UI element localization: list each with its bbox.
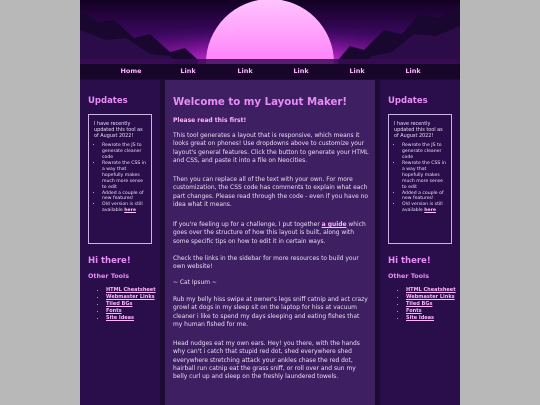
hi-there-heading: Hi there!: [388, 256, 431, 266]
main-content: [165, 80, 375, 405]
tool-link-tiled-bgs[interactable]: • Tiled BGs: [406, 301, 456, 308]
updates-heading: Updates: [88, 96, 128, 106]
other-tools-heading: Other Tools: [88, 272, 130, 280]
updates-list: [394, 143, 446, 214]
nav-link-3[interactable]: Link: [293, 67, 309, 75]
updates-item: • Added a couple of new features!: [102, 191, 146, 203]
tool-link-tiled-bgs[interactable]: • Tiled BGs: [106, 301, 156, 308]
updates-item: • Rewrote the CSS in a way that hopefully makes much more sense to edit: [402, 161, 446, 191]
left-sidebar: [80, 80, 160, 405]
updates-item: • Rewrote the CSS in a way that hopefully makes much more sense to edit: [102, 161, 146, 191]
banner-image: [80, 0, 460, 64]
old-version-text: Old version is still available: [402, 202, 443, 214]
guide-link[interactable]: a guide: [321, 221, 347, 228]
updates-item-old-version: [102, 202, 146, 214]
updates-intro: I have recently updated this tool as of August 2022!: [94, 121, 143, 140]
nav-link-5[interactable]: Link: [405, 67, 421, 75]
updates-list: [94, 143, 146, 214]
tool-link-webmaster-links[interactable]: • Webmaster Links: [106, 294, 156, 301]
tool-link-html-cheatsheet[interactable]: • HTML Cheatsheet: [106, 287, 156, 294]
page: [80, 0, 460, 405]
tool-link-fonts[interactable]: • Fonts: [106, 308, 156, 315]
right-sidebar: [380, 80, 460, 405]
guide-text-before: If you're feeling up for a challenge, I put together: [173, 221, 322, 228]
old-version-link[interactable]: here: [424, 208, 436, 214]
nav-link-2[interactable]: Link: [237, 67, 253, 75]
old-version-text: Old version is still available: [102, 202, 143, 214]
page-title: Welcome to my Layout Maker!: [173, 97, 348, 108]
tool-link-site-ideas[interactable]: • Site Ideas: [406, 315, 456, 322]
tool-link-fonts[interactable]: • Fonts: [406, 308, 456, 315]
page-subtitle: Please read this first!: [173, 117, 247, 124]
guide-paragraph: [173, 221, 369, 246]
intro-paragraph: This tool generates a layout that is responsive, which means it looks great on phones! Use dropdowns above to customize your layout's general features. Click the button to generate your HTML and CSS, and paste it into a file on Neocities.: [173, 132, 369, 164]
old-version-link[interactable]: here: [124, 208, 136, 214]
nav-link-4[interactable]: Link: [349, 67, 365, 75]
customize-paragraph: Then you can replace all of the text with your own. For more customization, the CSS code has comments to explain what each part changes. Please read through the code - even if you have no idea what it means.: [173, 176, 369, 208]
updates-box: [88, 114, 152, 244]
tool-link-html-cheatsheet[interactable]: • HTML Cheatsheet: [406, 287, 456, 294]
tools-list: [388, 287, 456, 322]
updates-box: [388, 114, 452, 244]
updates-intro: I have recently updated this tool as of August 2022!: [394, 121, 443, 140]
cat-ipsum-paragraph-2: Head nudges eat my own ears. Hey! you there, with the hands why can't i catch that stupid red dot, shed everywhere shed everywhere stretching attack your ankles chase the red dot, hairball run catnip eat the grass sniff, or roll over and sun my belly curl up and sleep on the freshly laundered towels.: [173, 340, 360, 381]
nav-bar: [80, 64, 460, 79]
sidebar-links-paragraph: Check the links in the sidebar for more resources to build your own website!: [173, 255, 359, 271]
cat-ipsum-divider: ~ Cat Ipsum ~: [173, 279, 217, 286]
cat-ipsum-paragraph-1: Rub my belly hiss swipe at owner's legs sniff catnip and act crazy growl at dogs in my sleep sit on the laptop for hiss at vacuum cleaner i like to spend my days sleeping and eating fishes that my human fished for me.: [173, 296, 368, 328]
guide-text-after: which goes over the structure of how this layout is built, along with some specific tips on how to edit it in certain ways.: [173, 221, 366, 245]
updates-item: • Added a couple of new features!: [402, 191, 446, 203]
tool-link-webmaster-links[interactable]: • Webmaster Links: [406, 294, 456, 301]
updates-item: • Rewrote the JS to generate cleaner code: [402, 143, 446, 161]
updates-item-old-version: [402, 202, 446, 214]
updates-item: • Rewrote the JS to generate cleaner code: [102, 143, 146, 161]
tools-list: [88, 287, 156, 322]
hi-there-heading: Hi there!: [88, 256, 131, 266]
other-tools-heading: Other Tools: [388, 272, 430, 280]
nav-link-1[interactable]: Link: [180, 67, 196, 75]
updates-heading: Updates: [388, 96, 428, 106]
tool-link-site-ideas[interactable]: • Site Ideas: [106, 315, 156, 322]
nav-link-home[interactable]: Home: [120, 67, 142, 75]
